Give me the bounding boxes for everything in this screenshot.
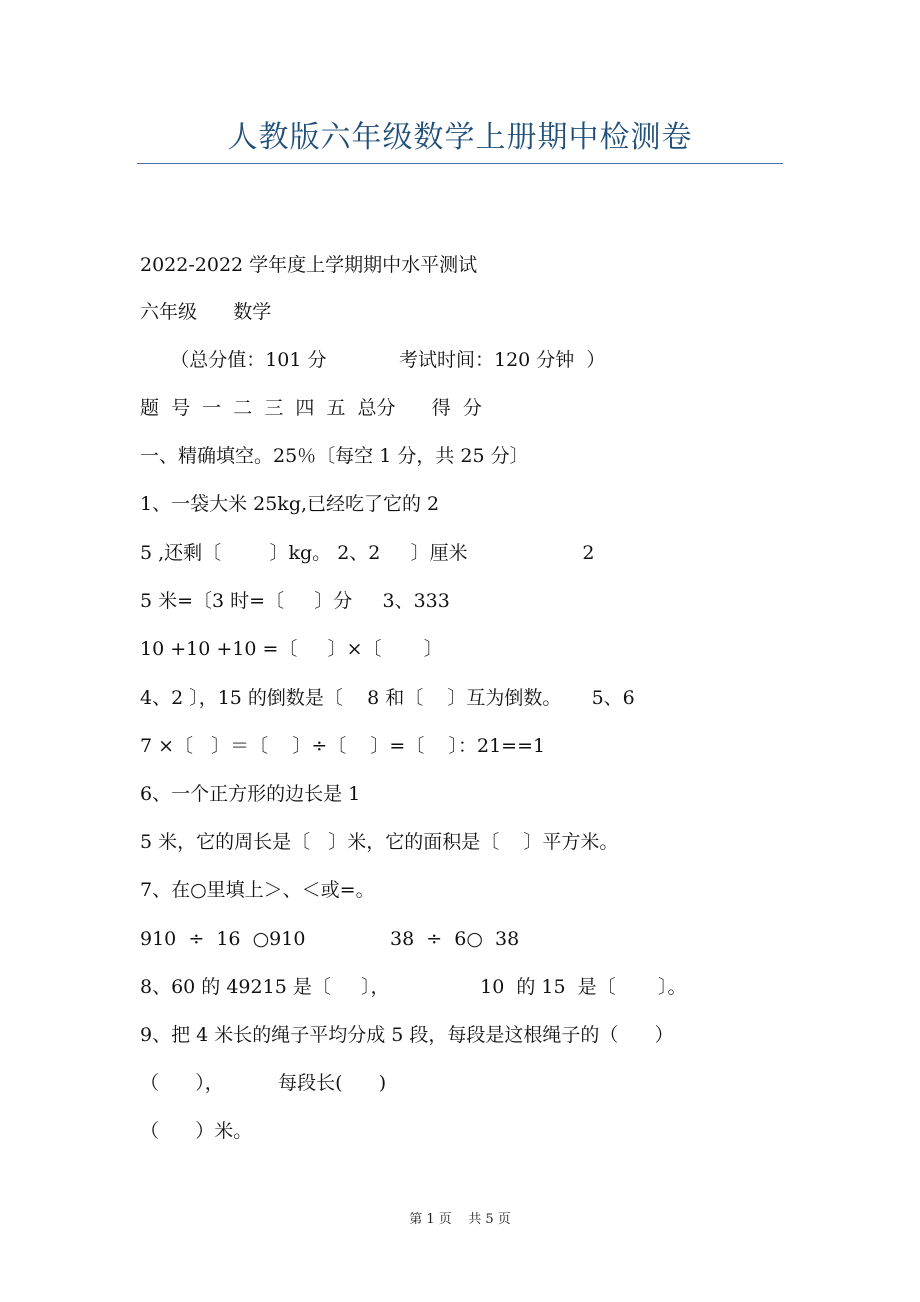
text-line-6: 1、一袋大米 25kg,已经吃了它的 2 bbox=[140, 493, 440, 515]
text-line-18: （ ）， 每段长( ) bbox=[140, 1072, 387, 1094]
text-line-16: 8、60 的 49215 是〔 〕， 10 的 15 是〔 〕。 bbox=[140, 976, 687, 998]
text-line-13: 5 米，它的周长是〔 〕米，它的面积是〔 〕平方米。 bbox=[140, 831, 619, 853]
text-line-7: 5 ,还剩〔 〕kg。 2、2 〕厘米 2 bbox=[140, 542, 595, 564]
text-line-19: （ ）米。 bbox=[140, 1120, 253, 1142]
text-line-11: 7 ×〔 〕＝〔 〕÷〔 〕=〔 〕：21==1 bbox=[140, 735, 546, 757]
text-line-8: 5 米=〔3 时=〔 〕分 3、333 bbox=[140, 590, 450, 612]
text-line-2: 六年级 数学 bbox=[140, 301, 272, 323]
text-line-10: 4、2 〕，15 的倒数是〔 8 和〔 〕互为倒数。 5、6 bbox=[140, 687, 635, 709]
document-title: 人教版六年级数学上册期中检测卷 bbox=[227, 120, 693, 155]
text-line-15: 910 ÷ 16 ○910 38 ÷ 6○ 38 bbox=[140, 928, 520, 950]
title-underline bbox=[137, 163, 783, 164]
text-line-14: 7、在○里填上＞、＜或=。 bbox=[140, 879, 375, 901]
text-line-1: 2022-2022 学年度上学期期中水平测试 bbox=[140, 254, 478, 276]
text-line-5: 一、精确填空。25％〔每空 1 分，共 25 分〕 bbox=[140, 445, 529, 467]
page-footer: 第 1 页 共 5 页 bbox=[409, 1212, 511, 1227]
text-line-4: 题 号 一 二 三 四 五 总分 得 分 bbox=[140, 397, 482, 419]
text-line-17: 9、把 4 米长的绳子平均分成 5 段，每段是这根绳子的（ ） bbox=[140, 1024, 674, 1046]
text-line-12: 6、一个正方形的边长是 1 bbox=[140, 783, 361, 805]
text-line-9: 10 +10 +10 =〔 〕×〔 〕 bbox=[140, 638, 443, 660]
text-line-3: （总分值：101 分 考试时间：120 分钟 ） bbox=[140, 349, 606, 371]
